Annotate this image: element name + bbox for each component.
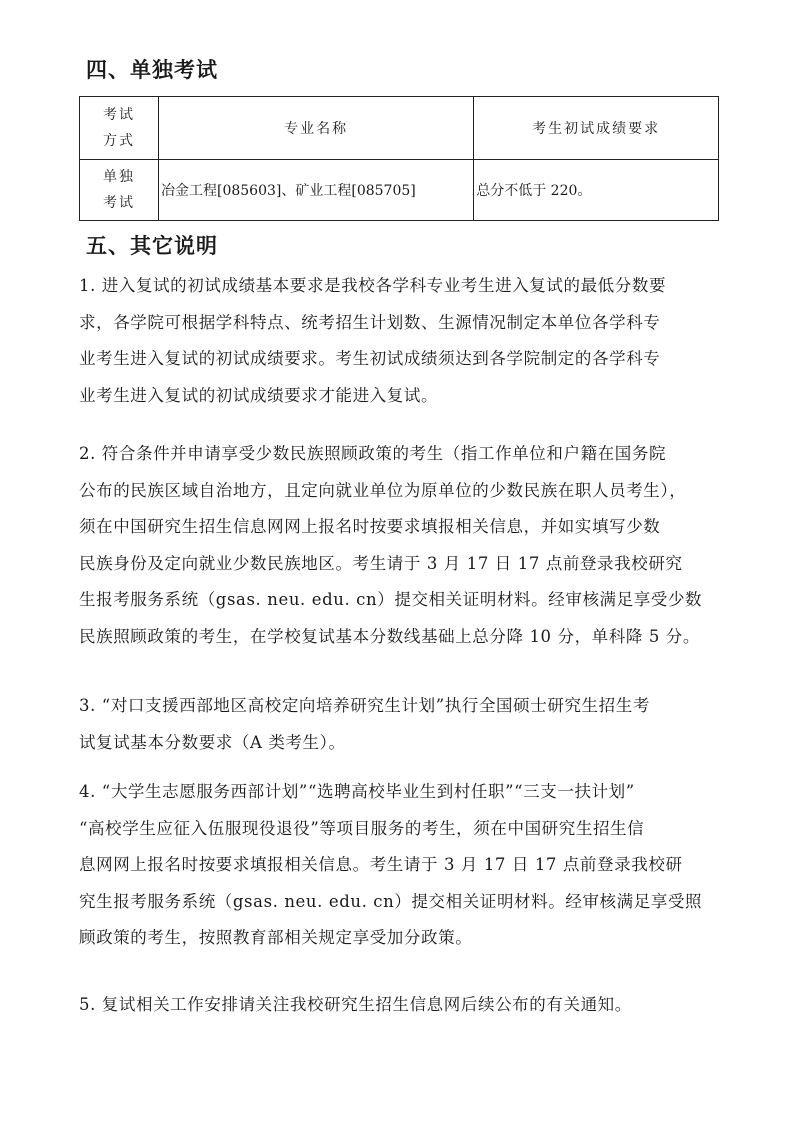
- text-line: 生报考服务系统（gsas. neu. edu. cn）提交相关证明材料。经审核满足享受少数: [79, 590, 703, 609]
- section-4-heading: 四、单独考试: [86, 58, 218, 82]
- text-line: 4. “大学生志愿服务西部计划”“选聘高校毕业生到村任职”“三支一扶计划”: [79, 782, 635, 801]
- header-major-cell: 专业名称: [159, 97, 474, 160]
- table-row: [80, 160, 719, 221]
- text-line: 民族身份及定向就业少数民族地区。考生请于 3 月 17 日 17 点前登录我校研究: [79, 553, 683, 573]
- note-paragraph-1: [79, 268, 729, 414]
- section-5-heading: 五、其它说明: [86, 234, 218, 258]
- note-paragraph-3: [79, 688, 729, 761]
- row-method-cell: [80, 160, 159, 221]
- header-method-line1: 考试: [103, 107, 135, 123]
- text-line: 业考生进入复试的初试成绩要求才能进入复试。: [79, 385, 439, 405]
- text-line: 2. 符合条件并申请享受少数民族照顾政策的考生（指工作单位和户籍在国务院: [79, 444, 667, 463]
- text-line: 试复试基本分数要求（A 类考生）。: [79, 732, 346, 752]
- row-method-line2: 考试: [103, 195, 135, 211]
- text-line: 业考生进入复试的初试成绩要求。考生初试成绩须达到各学院制定的各学科专: [79, 349, 661, 368]
- text-line: 息网网上报名时按要求填报相关信息。考生请于 3 月 17 日 17 点前登录我校研: [79, 855, 683, 874]
- row-requirement-cell: 总分不低于 220。: [474, 160, 719, 221]
- header-method-line2: 方式: [103, 133, 135, 149]
- text-line: 顾政策的考生，按照教育部相关规定享受加分政策。: [79, 928, 473, 947]
- text-line: 民族照顾政策的考生，在学校复试基本分数线基础上总分降 10 分，单科降 5 分。: [79, 626, 700, 646]
- note-paragraph-4: [79, 774, 729, 957]
- text-line: “高校学生应征入伍服现役退役”等项目服务的考生，须在中国研究生招生信: [79, 818, 645, 838]
- text-line: 3. “对口支援西部地区高校定向培养研究生计划”执行全国硕士研究生招生考: [79, 696, 650, 715]
- note-paragraph-2: [79, 436, 729, 655]
- note-paragraph-5: [79, 987, 729, 1024]
- row-major-cell: 冶金工程[085603]、矿业工程[085705]: [159, 160, 474, 221]
- row-method-line1: 单独: [103, 169, 135, 185]
- text-line: 究生报考服务系统（gsas. neu. edu. cn）提交相关证明材料。经审核满足享受照: [79, 891, 703, 911]
- header-requirement-cell: 考生初试成绩要求: [474, 97, 719, 160]
- text-line: 5. 复试相关工作安排请关注我校研究生招生信息网后续公布的有关通知。: [79, 995, 632, 1014]
- text-line: 1. 进入复试的初试成绩基本要求是我校各学科专业考生进入复试的最低分数要: [79, 276, 667, 295]
- text-line: 须在中国研究生招生信息网网上报名时按要求填报相关信息，并如实填写少数: [79, 517, 661, 536]
- header-method-cell: [80, 97, 159, 160]
- text-line: 公布的民族区域自治地方，且定向就业单位为原单位的少数民族在职人员考生），: [79, 480, 687, 500]
- table-header-row: [80, 97, 719, 160]
- exam-requirements-table: [79, 96, 719, 221]
- text-line: 求，各学院可根据学科特点、统考招生计划数、生源情况制定本单位各学科专: [79, 312, 661, 332]
